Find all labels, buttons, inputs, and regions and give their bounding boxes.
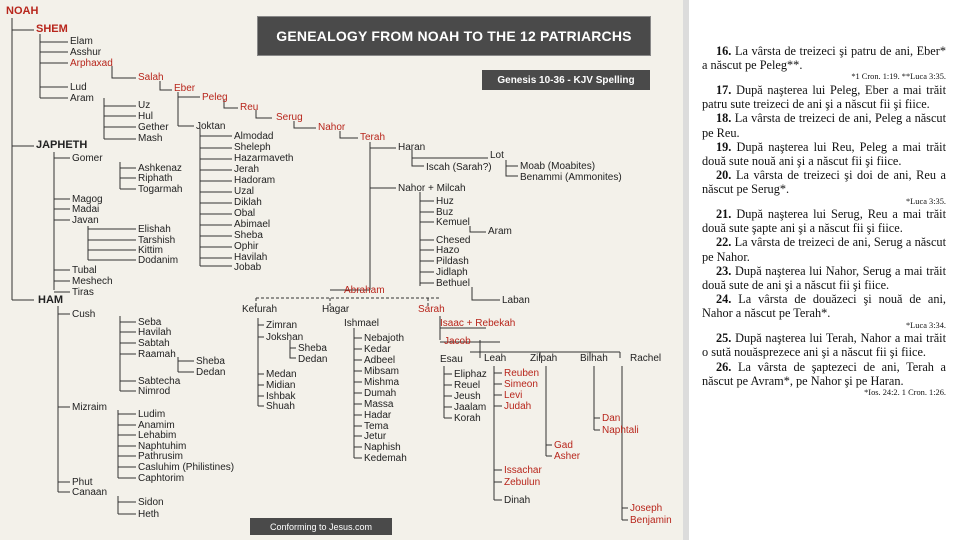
node-jacob: Jacob <box>444 336 471 347</box>
verse-20-note: *Luca 3:35. <box>905 196 946 206</box>
node-casluhim: Casluhim (Philistines) <box>138 462 235 473</box>
node-ashkenaz: Ashkenaz <box>138 163 182 174</box>
node-sabtecha: Sabtecha <box>138 376 181 387</box>
node-nahor: Nahor <box>318 122 346 133</box>
node-midian: Midian <box>266 380 296 391</box>
node-buz: Buz <box>436 207 454 218</box>
node-medan: Medan <box>266 369 297 380</box>
node-asshur: Asshur <box>70 47 102 58</box>
node-judah: Judah <box>504 401 532 412</box>
node-serug: Serug <box>276 112 303 123</box>
verse-number: 25. <box>716 331 732 346</box>
node-massa: Massa <box>364 399 394 410</box>
panel-divider <box>683 0 689 540</box>
node-terah: Terah <box>360 132 386 143</box>
node-kedar: Kedar <box>364 344 391 355</box>
node-issachar: Issachar <box>504 465 542 476</box>
node-moab: Moab (Moabites) <box>520 161 596 172</box>
node-raamah: Raamah <box>138 349 176 360</box>
node-nebajoth: Nebajoth <box>364 333 405 344</box>
node-sheba-3: Sheba <box>196 356 225 367</box>
verse-17 <box>702 83 946 111</box>
node-eber: Eber <box>174 83 196 94</box>
chart-footer: Conforming to Jesus.com <box>269 521 373 532</box>
node-shuah: Shuah <box>266 401 295 412</box>
verse-body: După naşterea lui Serug, Reu a mai trăit două sute şapte ani şi a născut fii şi fiice. <box>702 207 946 236</box>
verse-16 <box>702 44 946 72</box>
node-naphish: Naphish <box>364 442 401 453</box>
node-jerah: Jerah <box>234 164 260 175</box>
node-tubal: Tubal <box>72 265 97 276</box>
verse-20 <box>702 168 946 196</box>
verse-26-note: *Ios. 24:2. 1 Cron. 1:26. <box>864 387 946 397</box>
verse-number: 24. <box>716 292 732 307</box>
node-leah: Leah <box>484 353 507 364</box>
verse-22 <box>702 235 946 263</box>
verse-body: După naşterea lui Nahor, Serug a mai trăit două sute de ani şi a născut fii şi fiice. <box>702 263 946 293</box>
chart-title: GENEALOGY FROM NOAH TO THE 12 PATRIARCHS <box>276 28 632 44</box>
node-reu: Reu <box>240 102 259 113</box>
node-havilah-2: Havilah <box>138 327 172 338</box>
node-pildash: Pildash <box>436 256 469 267</box>
chart-footer-box <box>250 518 392 535</box>
node-ludim: Ludim <box>138 409 166 420</box>
node-mash: Mash <box>138 133 163 144</box>
node-asher: Asher <box>554 451 581 462</box>
verse-26 <box>702 360 946 388</box>
node-korah: Korah <box>454 413 481 424</box>
node-javan: Javan <box>72 215 99 226</box>
node-mizraim: Mizraim <box>72 402 107 413</box>
node-joseph: Joseph <box>630 503 663 514</box>
node-kemuel: Kemuel <box>436 217 470 228</box>
node-canaan: Canaan <box>72 487 108 498</box>
node-meshech: Meshech <box>72 276 113 287</box>
node-ishbak: Ishbak <box>266 391 296 402</box>
node-simeon: Simeon <box>504 379 538 390</box>
node-cush: Cush <box>72 309 96 320</box>
node-lot: Lot <box>490 150 504 161</box>
verse-body: După naşterea lui Terah, Nahor a mai trăit o sută nouăsprezece ani şi a născut fii şi fiice. <box>702 331 946 360</box>
verse-body: După naşterea lui Reu, Peleg a mai trăit două sute nouă ani şi a născut fii şi fiice. <box>702 139 946 168</box>
verse-number: 26. <box>716 359 732 374</box>
node-sheba-2: Sheba <box>298 343 327 354</box>
verse-19 <box>702 140 946 168</box>
node-jokshan: Jokshan <box>266 332 304 343</box>
node-mishma: Mishma <box>364 377 400 388</box>
node-jetur: Jetur <box>364 431 387 442</box>
node-peleg: Peleg <box>202 92 228 103</box>
node-obal: Obal <box>234 208 256 219</box>
node-elam: Elam <box>70 36 93 47</box>
verse-body: După naşterea lui Peleg, Eber a mai trăit patru sute treizeci de ani şi a născut fii şi fiice. <box>702 82 946 112</box>
node-bethuel: Bethuel <box>436 278 470 289</box>
verse-number: 21. <box>716 207 732 222</box>
node-almodad: Almodad <box>234 131 274 142</box>
node-dedan: Dedan <box>298 354 328 365</box>
node-mibsam: Mibsam <box>364 366 400 377</box>
node-zilpah: Zilpah <box>530 353 558 364</box>
verse-number: 16. <box>716 44 732 58</box>
node-jobab: Jobab <box>234 262 262 273</box>
chart-subtitle-box <box>482 70 650 90</box>
verse-number: 23. <box>716 263 732 278</box>
node-zebulun: Zebulun <box>504 477 541 488</box>
node-dodanim: Dodanim <box>138 255 179 266</box>
node-dumah: Dumah <box>364 388 397 399</box>
node-ham: HAM <box>38 294 64 306</box>
node-riphath: Riphath <box>138 173 173 184</box>
node-sheleph: Sheleph <box>234 142 271 153</box>
node-arphaxad: Arphaxad <box>70 58 113 69</box>
node-iscah: Iscah (Sarah?) <box>426 162 492 173</box>
node-tiras: Tiras <box>72 287 94 298</box>
node-hul: Hul <box>138 111 154 122</box>
node-levi: Levi <box>504 390 523 401</box>
verse-body: La vârsta de treizeci de ani, Serug a născut pe Nahor. <box>702 235 946 264</box>
verse-24 <box>702 292 946 320</box>
verse-body: La vârsta de treizeci şi patru de ani, Eber* a născut pe Peleg**. <box>702 44 946 73</box>
verse-number: 17. <box>716 82 732 97</box>
node-gad: Gad <box>554 440 573 451</box>
node-sarah: Sarah <box>418 304 445 315</box>
node-esau: Esau <box>440 354 463 365</box>
node-ophir: Ophir <box>234 241 259 252</box>
node-isaac-rebekah: Isaac + Rebekah <box>440 318 516 329</box>
node-phut: Phut <box>72 477 93 488</box>
node-reuel: Reuel <box>454 380 481 391</box>
node-hazarmaveth: Hazarmaveth <box>234 153 294 164</box>
node-hadoram: Hadoram <box>234 175 276 186</box>
node-laban: Laban <box>502 295 530 306</box>
node-japheth: JAPHETH <box>36 139 88 151</box>
node-caphtorim: Caphtorim <box>138 473 185 484</box>
node-huz: Huz <box>436 196 454 207</box>
node-elishah: Elishah <box>138 224 171 235</box>
verse-number: 18. <box>716 111 732 126</box>
node-dinah: Dinah <box>504 495 531 506</box>
node-benammi: Benammi (Ammonites) <box>520 172 622 183</box>
node-hazo: Hazo <box>436 245 460 256</box>
node-shem: SHEM <box>36 23 68 35</box>
node-aram-2: Aram <box>488 226 512 237</box>
verse-18 <box>702 111 946 139</box>
node-abraham: Abraham <box>344 285 385 296</box>
node-uzal: Uzal <box>234 186 255 197</box>
node-nahor-milcah: Nahor + Milcah <box>398 183 466 194</box>
node-eliphaz: Eliphaz <box>454 369 487 380</box>
node-dedan-2: Dedan <box>196 367 226 378</box>
verse-24-note: *Luca 3:34. <box>905 320 946 330</box>
node-heth: Heth <box>138 509 160 520</box>
chart-title-box <box>257 16 651 56</box>
node-benjamin: Benjamin <box>630 515 672 526</box>
node-kittim: Kittim <box>138 245 163 256</box>
verse-body: La vârsta de şaptezeci de ani, Terah a născut pe Avram*, pe Nahor şi pe Haran. <box>702 359 946 388</box>
node-hadar: Hadar <box>364 410 392 421</box>
node-chesed: Chesed <box>436 235 471 246</box>
node-dan: Dan <box>602 413 621 424</box>
node-gether: Gether <box>138 122 169 133</box>
verse-body: La vârsta de douăzeci şi nouă de ani, Nahor a născut pe Terah*. <box>702 292 946 321</box>
node-anamim: Anamim <box>138 420 175 431</box>
node-naphtuhim: Naphtuhim <box>138 441 187 452</box>
node-uz: Uz <box>138 100 151 111</box>
node-abimael: Abimael <box>234 219 271 230</box>
node-ishmael: Ishmael <box>344 318 380 329</box>
verse-23 <box>702 264 946 292</box>
node-rachel: Rachel <box>630 353 662 364</box>
node-nimrod: Nimrod <box>138 386 171 397</box>
node-lud: Lud <box>70 82 87 93</box>
node-zimran: Zimran <box>266 320 298 331</box>
verse-body: La vârsta de treizeci şi doi de ani, Reu a născut pe Serug*. <box>702 168 946 197</box>
node-adbeel: Adbeel <box>364 355 396 366</box>
verse-body: La vârsta de treizeci de ani, Peleg a născut pe Reu. <box>702 111 946 140</box>
node-havilah: Havilah <box>234 252 268 263</box>
chart-subtitle: Genesis 10-36 - KJV Spelling <box>497 74 635 86</box>
node-haran: Haran <box>398 142 426 153</box>
node-seba: Seba <box>138 317 162 328</box>
node-sabtah: Sabtah <box>138 338 170 349</box>
node-gomer: Gomer <box>72 153 103 164</box>
node-jaalam: Jaalam <box>454 402 487 413</box>
node-keturah: Keturah <box>242 304 278 315</box>
verse-16-note: *1 Cron. 1:19. **Luca 3:35. <box>851 72 946 82</box>
scripture-text <box>702 44 946 398</box>
node-magog: Magog <box>72 194 103 205</box>
node-kedemah: Kedemah <box>364 453 407 464</box>
node-reuben: Reuben <box>504 368 540 379</box>
node-tema: Tema <box>364 421 389 432</box>
node-sidon: Sidon <box>138 497 164 508</box>
node-pathrusim: Pathrusim <box>138 451 184 462</box>
node-togarmah: Togarmah <box>138 184 183 195</box>
node-madai: Madai <box>72 204 100 215</box>
node-aram: Aram <box>70 93 94 104</box>
verse-21 <box>702 207 946 235</box>
verse-25 <box>702 331 946 359</box>
node-diklah: Diklah <box>234 197 262 208</box>
node-noah: NOAH <box>6 5 39 17</box>
verse-number: 22. <box>716 235 732 250</box>
node-tarshish: Tarshish <box>138 235 176 246</box>
verse-number: 19. <box>716 139 732 154</box>
node-salah: Salah <box>138 72 164 83</box>
node-joktan: Joktan <box>196 121 226 132</box>
node-naphtali: Naphtali <box>602 425 639 436</box>
verse-number: 20. <box>716 168 732 183</box>
node-jeush: Jeush <box>454 391 481 402</box>
node-hagar: Hagar <box>322 304 350 315</box>
node-jidlaph: Jidlaph <box>436 267 468 278</box>
node-sheba: Sheba <box>234 230 263 241</box>
node-lehabim: Lehabim <box>138 430 177 441</box>
node-bilhah: Bilhah <box>580 353 608 364</box>
